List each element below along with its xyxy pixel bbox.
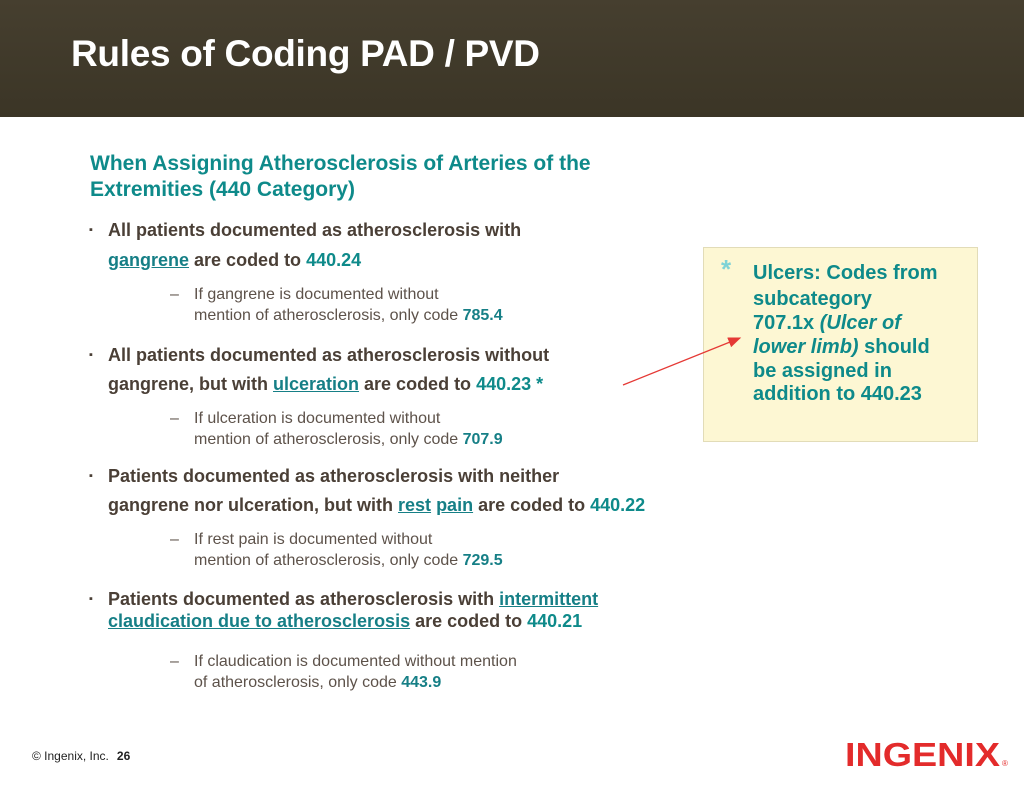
text-run: mention of atherosclerosis, only code xyxy=(194,552,463,569)
sub-dash: – xyxy=(170,531,179,548)
linked-term: pain xyxy=(436,495,474,515)
sub-dash: – xyxy=(170,286,179,303)
text-run: If gangrene is documented without xyxy=(194,286,439,303)
footer xyxy=(32,749,130,763)
text-run: Ulcers: xyxy=(753,262,821,284)
text-run: Patients documented as atherosclerosis with xyxy=(108,589,500,609)
text-run: If ulceration is documented without xyxy=(194,410,441,427)
text-run: Codes from xyxy=(820,262,938,284)
text-run: If claudication is documented without mention xyxy=(194,653,517,670)
slide-title: Rules of Coding PAD / PVD xyxy=(71,33,540,74)
linked-term: rest xyxy=(398,495,432,515)
copyright-text: © Ingenix, Inc. xyxy=(32,749,109,763)
section-heading-line-2: Extremities (440 Category) xyxy=(90,178,355,201)
code-value: 440.24 xyxy=(306,250,362,270)
text-run: (Ulcer of xyxy=(819,312,901,334)
linked-term: gangrene xyxy=(108,250,190,270)
text-run: All patients documented as atherosclerosis without xyxy=(108,345,550,365)
bullet-marker: ▪ xyxy=(89,470,93,482)
linked-term: claudication due to atherosclerosis xyxy=(108,611,411,631)
ingenix-logo xyxy=(845,735,1010,771)
callout-arrow-line xyxy=(623,338,740,385)
sub-dash: – xyxy=(170,653,179,670)
linked-term: intermittent xyxy=(499,589,599,609)
text-run: should xyxy=(858,336,930,358)
text-run: mention of atherosclerosis, only code xyxy=(194,431,463,448)
text-run: If rest pain is documented without xyxy=(194,531,433,548)
section-heading-line-1: When Assigning Atherosclerosis of Arteries of the xyxy=(90,152,591,175)
code-value: 707.9 xyxy=(462,431,503,448)
text-run: are coded to xyxy=(359,374,477,394)
text-run: gangrene nor ulceration, but with xyxy=(108,495,399,515)
text-run: All patients documented as atherosclerosis with xyxy=(108,220,522,240)
code-value: 785.4 xyxy=(462,307,503,324)
text-run: are coded to xyxy=(189,250,307,270)
text-run: are coded to xyxy=(410,611,528,631)
text-run: gangrene, but with xyxy=(108,374,273,394)
text-run: are coded to xyxy=(473,495,591,515)
sub-dash: – xyxy=(170,410,179,427)
code-value: 443.9 xyxy=(401,674,442,691)
text-run: mention of atherosclerosis, only code xyxy=(194,307,463,324)
linked-term: ulceration xyxy=(273,374,360,394)
code-value: 729.5 xyxy=(462,552,503,569)
text-run: Patients documented as atherosclerosis with neither xyxy=(108,466,560,486)
text-run: addition to 440.23 xyxy=(753,383,922,405)
code-value: 440.22 xyxy=(590,495,646,515)
page-number: 26 xyxy=(116,749,131,763)
logo-wordmark: INGENIX xyxy=(845,736,1000,771)
text-run: be assigned in xyxy=(753,360,892,382)
logo-registered-mark: ® xyxy=(1002,759,1008,768)
bullet-marker: ▪ xyxy=(89,593,93,605)
text-run: 707.1x xyxy=(753,312,820,334)
text-run: subcategory xyxy=(753,288,872,310)
bullet-marker: ▪ xyxy=(89,224,93,236)
code-value: 440.21 xyxy=(527,611,583,631)
code-value: 440.23 * xyxy=(476,374,544,394)
text-run: lower limb) xyxy=(753,336,859,358)
bullet-marker: ▪ xyxy=(89,349,93,361)
text-run: of atherosclerosis, only code xyxy=(194,674,402,691)
asterisk-icon: * xyxy=(721,254,732,284)
